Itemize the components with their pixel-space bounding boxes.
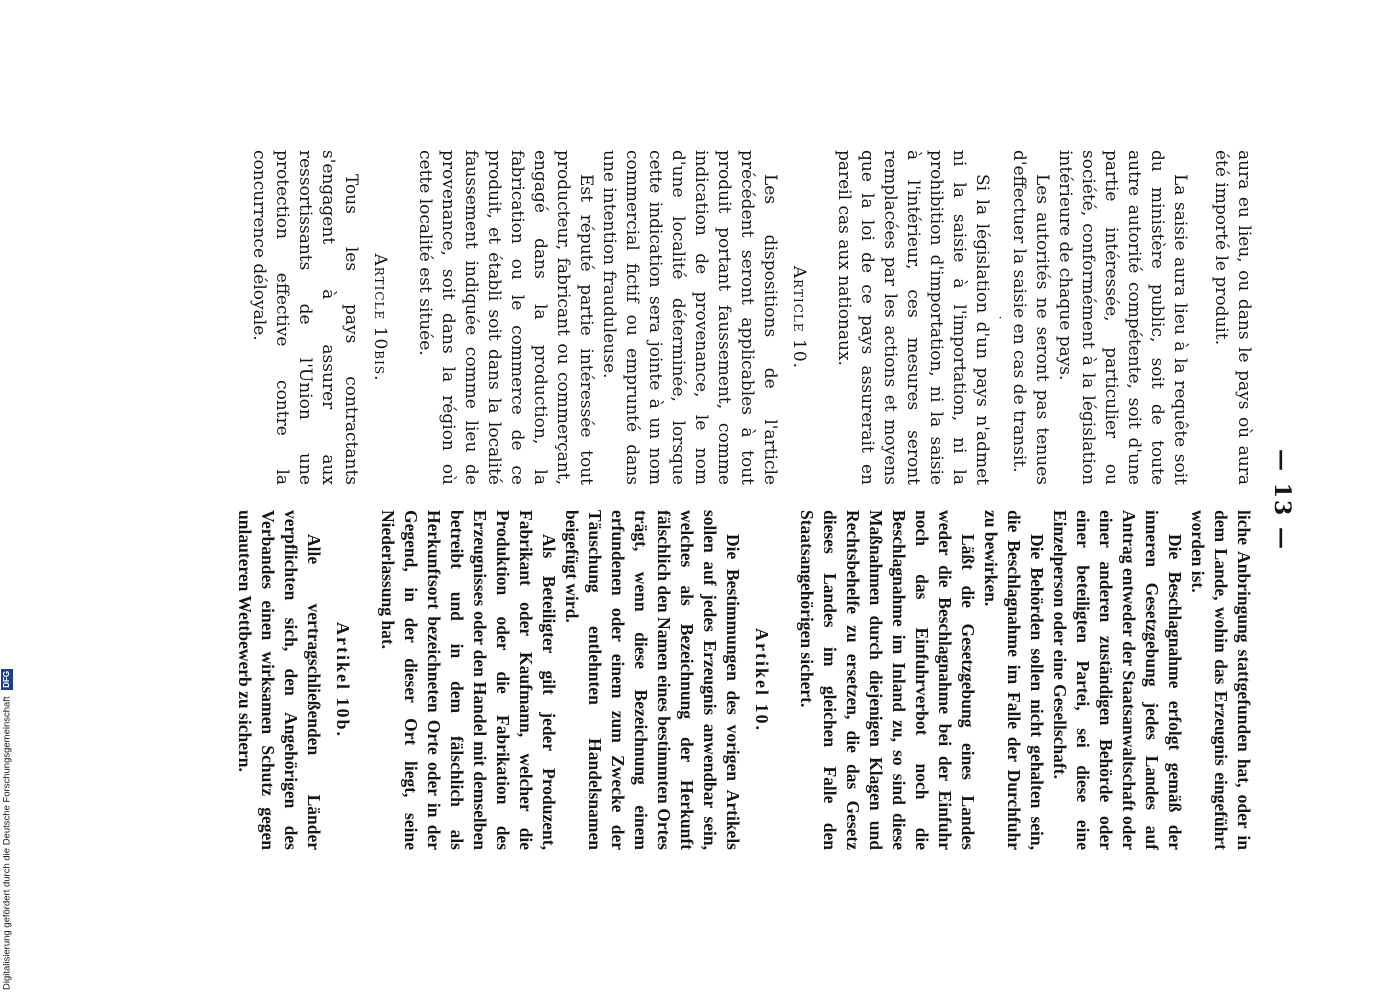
french-paragraph: Si la législation d'un pays n'admet ni la saisie à l'importation, ni la prohibition d'importation, ni la saisie à l'intérieur, ces mesures seront remplacées par les actions et moyens que la loi de ce pays assurerait en pareil cas aux nationaux. (834, 150, 992, 485)
french-paragraph: La saisie aura lieu à la requête soit du ministère public, soit de toute autre autorité compétente, soit d'une partie intéressée, particulier ou société, conformément à la législation intérieure de chaque pays. (1055, 150, 1190, 485)
german-column (233, 510, 1255, 850)
french-paragraph: Est réputé partie intéressée tout producteur, fabricant ou commerçant, engagé dans la production, la fabrication ou le commerce de ce produit, et établi soit dans la localité faussement indiquée comme lieu de provenance, soit dans la région où cette localité est située. (415, 150, 596, 485)
digitization-strip (0, 0, 18, 1000)
article-heading: Article 10. (789, 265, 809, 370)
german-paragraph: Die Bestimmungen des vorigen Artikels sollen auf jedes Erzeugnis anwendbar sein, welches als Bezeichnung der Herkunft fälschlich den Namen eines bestimmten Ortes trägt, wenn diese Bezeichnung einem erfundenen oder einem zum Zwecke der Täuschung entlehnten Handelsnamen beigefügt wird. (562, 510, 743, 850)
digitization-notice-text: Digitalisierung gefördert durch die Deutsche Forschungsgemeinschaft (1, 696, 13, 990)
german-paragraph: Als Beteiligter gilt jeder Produzent, Fabrikant oder Kaufmann, welcher die Produktion oder die Fabrikation des Erzeugnisses oder den Handel mit demselben betreibt und in dem fälschlich als Herkunftsort bezeichneten Orte oder in der Gegend, in der dieser Ort liegt, seine Niederlassung hat. (378, 510, 559, 850)
french-paragraph: Les dispositions de l'article précédent seront applicables à tout produit portant faussement, comme indication de provenance, le nom d'une localité déterminée, lorsque cette indication sera jointe à un nom commercial fictif ou emprunté dans une intention frauduleuse. (599, 150, 780, 485)
german-paragraph: Die Beschlagnahme erfolgt gemäß der inneren Gesetzgebung jedes Landes auf Antrag entweder der Staatsanwaltschaft oder einer anderen zuständigen Behörde oder einer beteiligten Partei, sei diese eine Einzelperson oder eine Gesellschaft. (1050, 510, 1185, 850)
dot-mark: · (993, 315, 1007, 320)
german-paragraph: Die Behörden sollen nicht gehalten sein, die Beschlagnahme im Falle der Durchfuhr zu bewirken. (981, 510, 1047, 850)
article-heading: Article 10bis. (370, 253, 390, 382)
digitization-notice (1, 669, 13, 990)
french-paragraph: Tous les pays contractants s'engagent à assurer aux ressortissants de l'Union une protection effective contre la concurrence déloyale. (249, 150, 361, 485)
german-paragraph: Läßt die Gesetzgebung eines Landes weder die Beschlagnahme bei der Einfuhr noch das Einfuhrverbot noch die Beschlagnahme im Inland zu, so sind diese Maßnahmen durch diejenigen Klagen und Rechtsbehelfe zu ersetzen, die das Gesetz dieses Landes im gleichen Falle den Staatsangehörigen sichert. (797, 510, 978, 850)
dfg-logo-icon: DFG (2, 670, 11, 688)
french-column (247, 150, 1255, 485)
page-number: — 13 — (1269, 449, 1295, 551)
article-heading: Artikel 10b. (333, 622, 353, 738)
german-paragraph: Alle vertragschließenden Länder verpflichten sich, den Angehörigen des Verbandes einen wirksamen Schutz gegen unlauteren Wettbewerb zu sichern. (235, 510, 324, 850)
french-paragraph: aura eu lieu, ou dans le pays où aura été importé le produit. (1211, 150, 1254, 485)
german-paragraph: liche Anbringung stattgefunden hat, oder in dem Lande, wohin das Erzeugnis eingeführt worden ist. (1188, 510, 1254, 850)
french-paragraph: Les autorités ne seront pas tenues d'effectuer la saisie en cas de transit. (1009, 150, 1052, 485)
article-heading: Artikel 10. (752, 628, 772, 732)
